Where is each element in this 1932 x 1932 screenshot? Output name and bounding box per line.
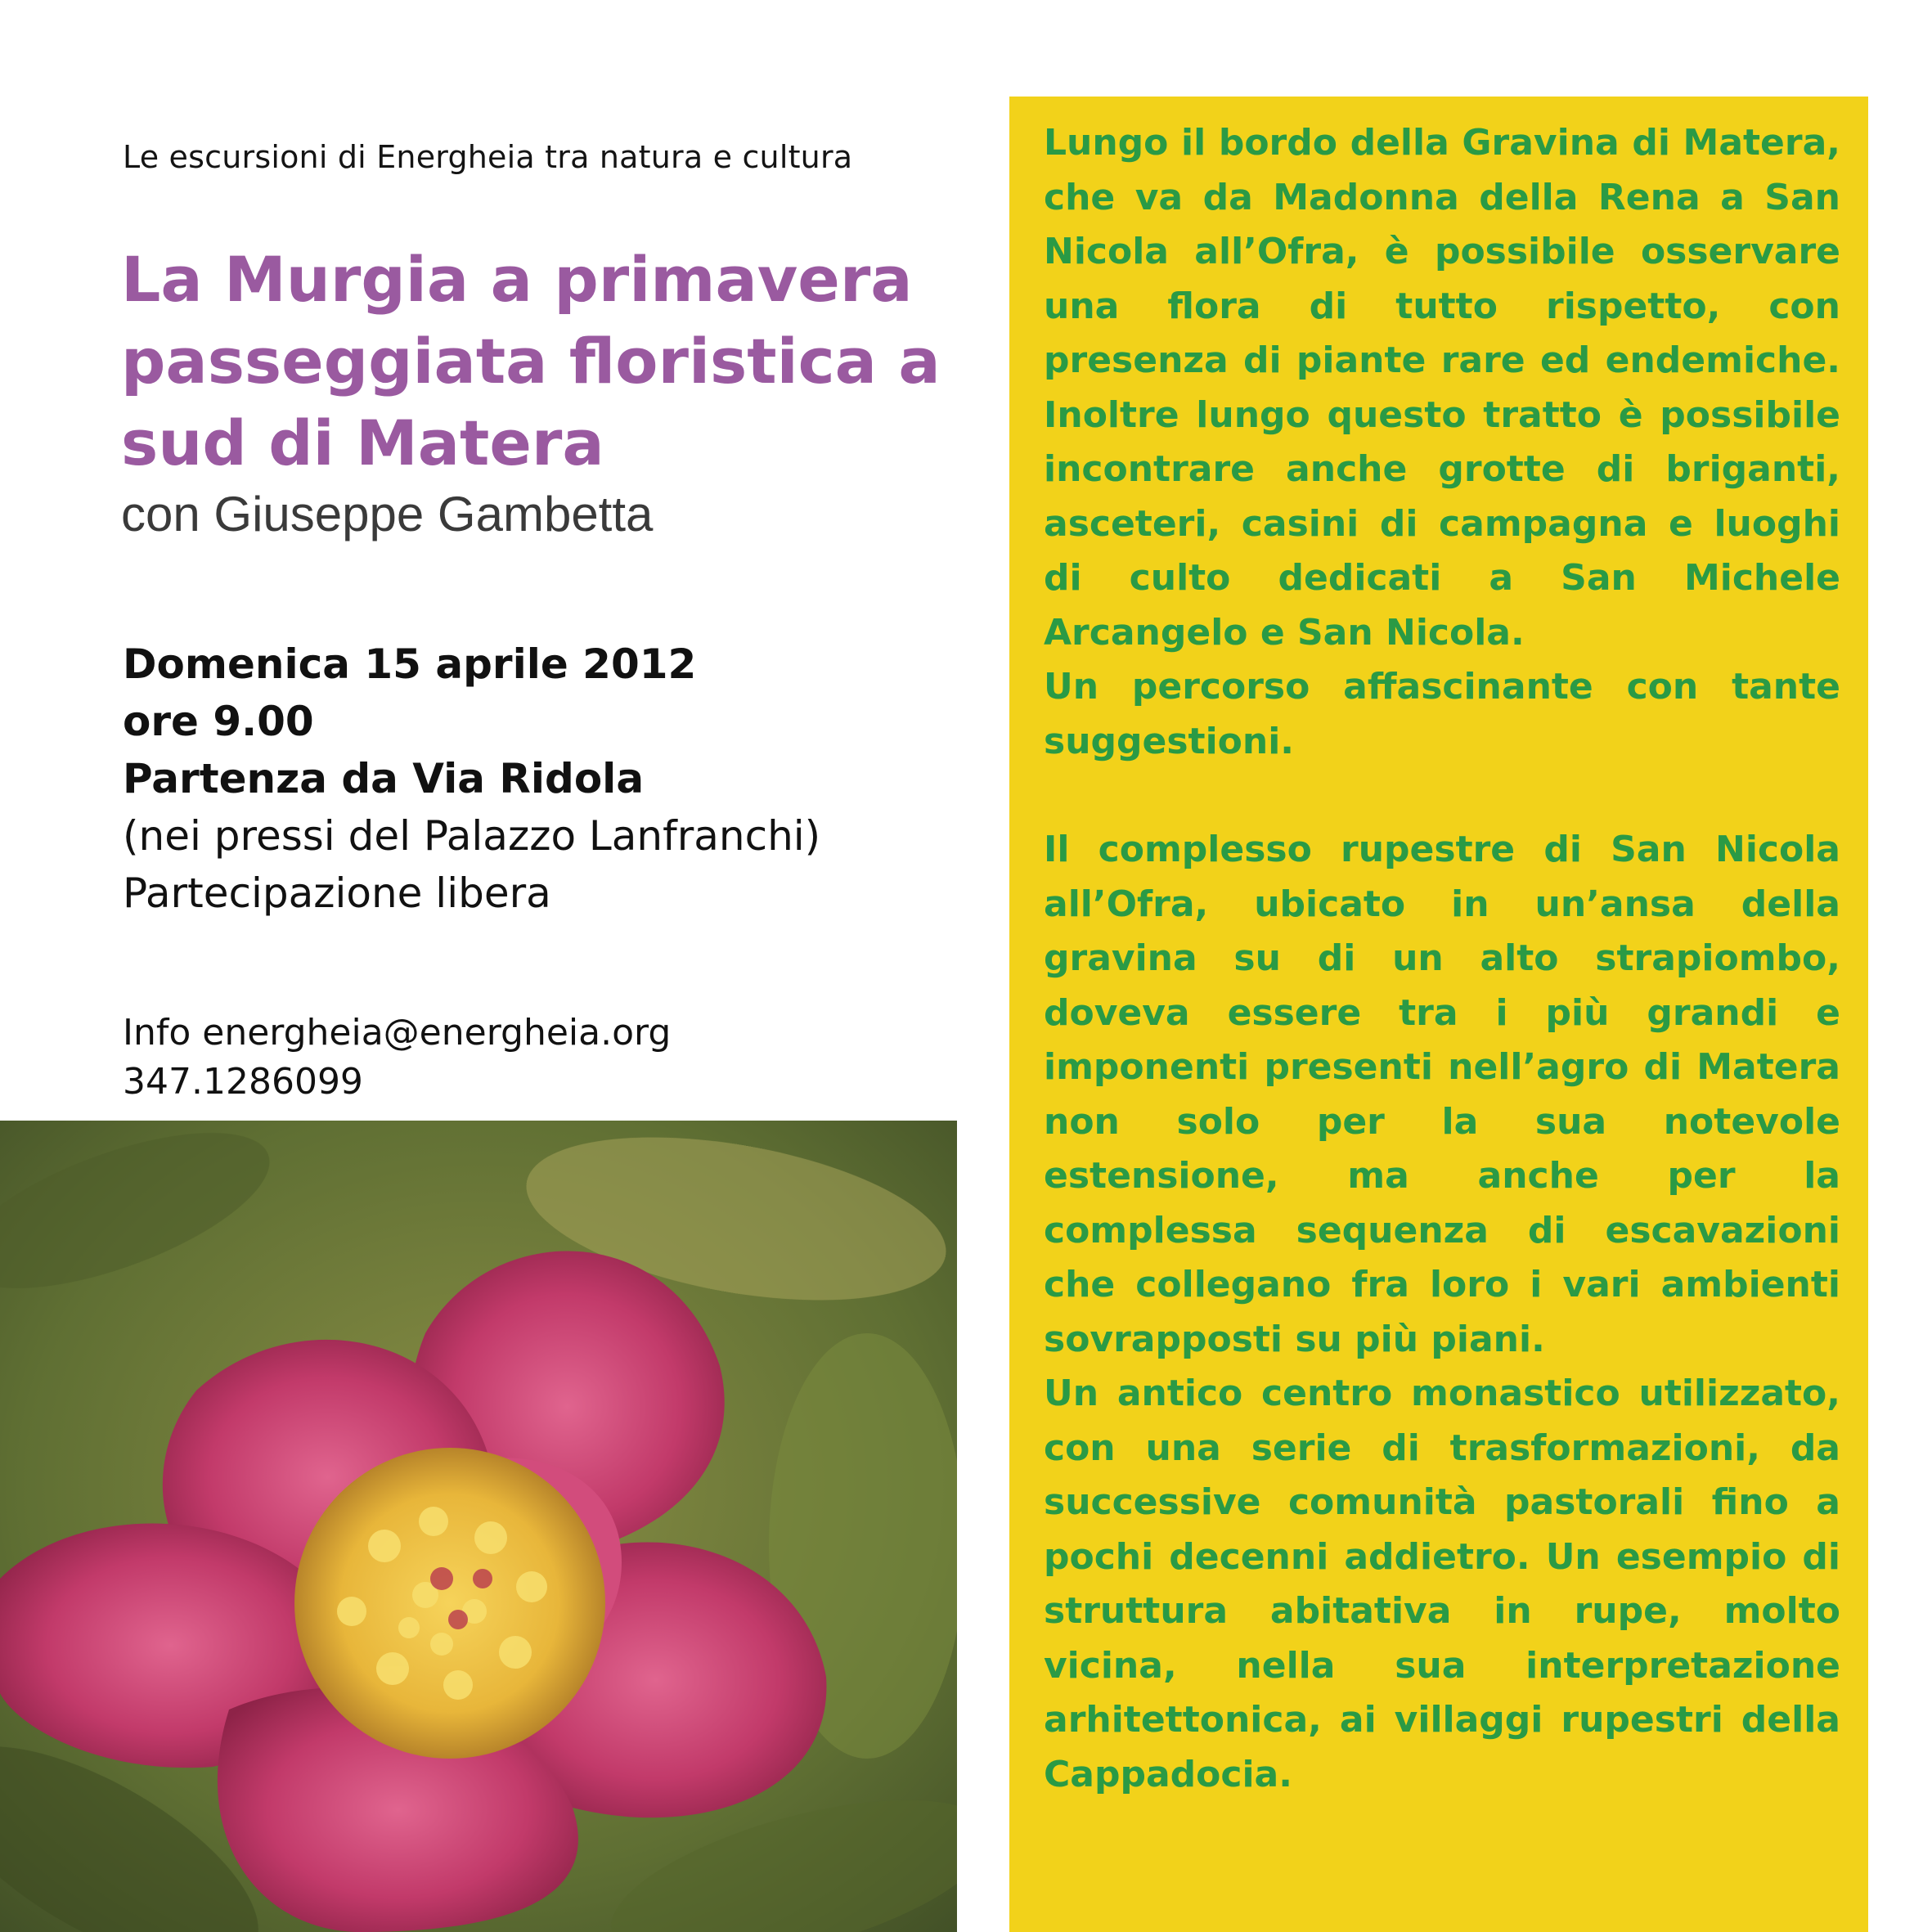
left-column: [0, 0, 965, 1932]
page-title: [121, 239, 941, 484]
guide-subtitle: con Giuseppe Gambetta: [121, 487, 654, 541]
contact-phone: 347.1286099: [123, 1061, 363, 1103]
contact-email: Info energheia@energheia.org: [123, 1012, 672, 1054]
event-departure-note: (nei pressi del Palazzo Lanfranchi): [123, 812, 821, 860]
paragraph: Lungo il bordo della Gravina di Matera, che va da Madonna della Rena a San Nicola all’Ofra, è possibile osservare una flora di tutto rispetto, con presenza di piante rare ed endemiche. Inoltre lungo questo tratto è possibile incontrare anche grotte di briganti, asceteri, casini di campagna e luoghi di culto dedicati a San Michele Arcangelo e San Nicola.: [1044, 122, 1840, 654]
description-text: [1044, 116, 1840, 1802]
paragraph: Il complesso rupestre di San Nicola all’Ofra, ubicato in un’ansa della gravina su di un alto strapiombo, doveva essere tra i più grandi e imponenti presenti nell’agro di Matera non solo per la sua notevole estensione, ma anche per la complessa sequenza di escavazioni che collegano fra loro i vari ambienti sovrapposti su più piani.: [1044, 829, 1840, 1360]
paragraph: Un antico centro monastico utilizzato, con una serie di trasformazioni, da successive comunità pastorali fino a pochi decenni addietro. Un esempio di struttura abitativa in rupe, molto vicina, nella sua interpretazione arhitettonica, ai villaggi rupestri della Cappadocia.: [1044, 1373, 1840, 1795]
series-kicker: Le escursioni di Energheia tra natura e cultura: [123, 139, 853, 175]
event-participation: Partecipazione libera: [123, 869, 551, 917]
paragraph: Un percorso affascinante con tante suggestioni.: [1044, 666, 1840, 762]
event-departure: Partenza da Via Ridola: [123, 755, 645, 802]
title-line: sud di Matera: [121, 407, 604, 479]
event-time: ore 9.00: [123, 698, 314, 745]
flower-illustration: [0, 1121, 957, 1932]
peony-flower-photo: [0, 1121, 957, 1932]
contact-info: [123, 1009, 671, 1107]
title-line: La Murgia a primavera: [121, 243, 913, 316]
event-details: [123, 636, 820, 922]
description-panel: [1009, 97, 1868, 1932]
title-line: passeggiata floristica a: [121, 325, 941, 398]
event-date: Domenica 15 aprile 2012: [123, 640, 697, 688]
